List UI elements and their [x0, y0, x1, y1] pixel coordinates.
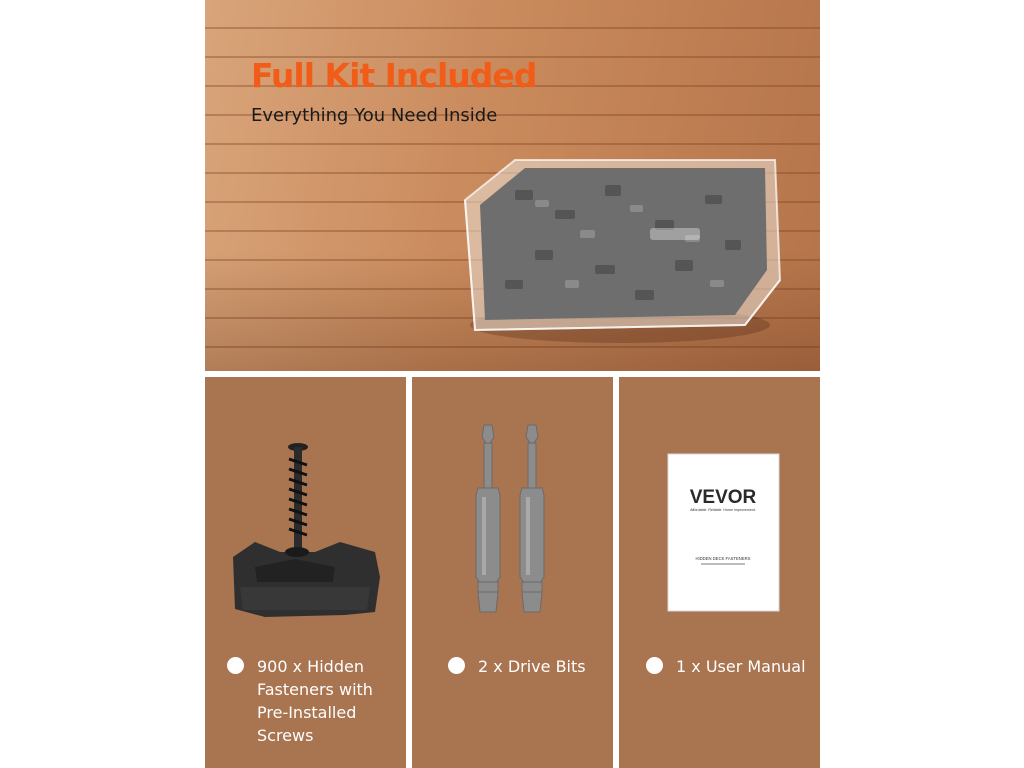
item-label-manual: 1 x User Manual: [676, 657, 806, 676]
item-label-fasteners: 900 x Hidden Fasteners with Pre-Installed Screws: [257, 657, 373, 745]
item-drive-bits: [448, 655, 613, 678]
bullet-icon: [646, 657, 663, 674]
drive-bit-icon: [412, 377, 613, 637]
item-card-manual: [619, 377, 820, 768]
bullet-icon: [227, 657, 244, 674]
item-manual: [646, 655, 820, 678]
item-fasteners: [227, 655, 382, 747]
manual-icon: [619, 377, 820, 637]
item-label-drive-bits: 2 x Drive Bits: [478, 657, 586, 676]
hero-title: Full Kit Included: [251, 56, 537, 95]
manual-title: HIDDEN DECK FASTENERS: [695, 556, 751, 561]
storage-box-image: [455, 140, 785, 350]
hero-subtitle: Everything You Need Inside: [251, 105, 498, 126]
fastener-screw-icon: [205, 377, 406, 637]
manual-tagline: Affordable. Reliable. Home Improvement.: [690, 508, 756, 512]
item-card-drive-bits: [412, 377, 613, 768]
bullet-icon: [448, 657, 465, 674]
hero-banner: [205, 0, 820, 371]
manual-brand: VEVOR: [689, 487, 757, 508]
item-card-fasteners: [205, 377, 406, 768]
